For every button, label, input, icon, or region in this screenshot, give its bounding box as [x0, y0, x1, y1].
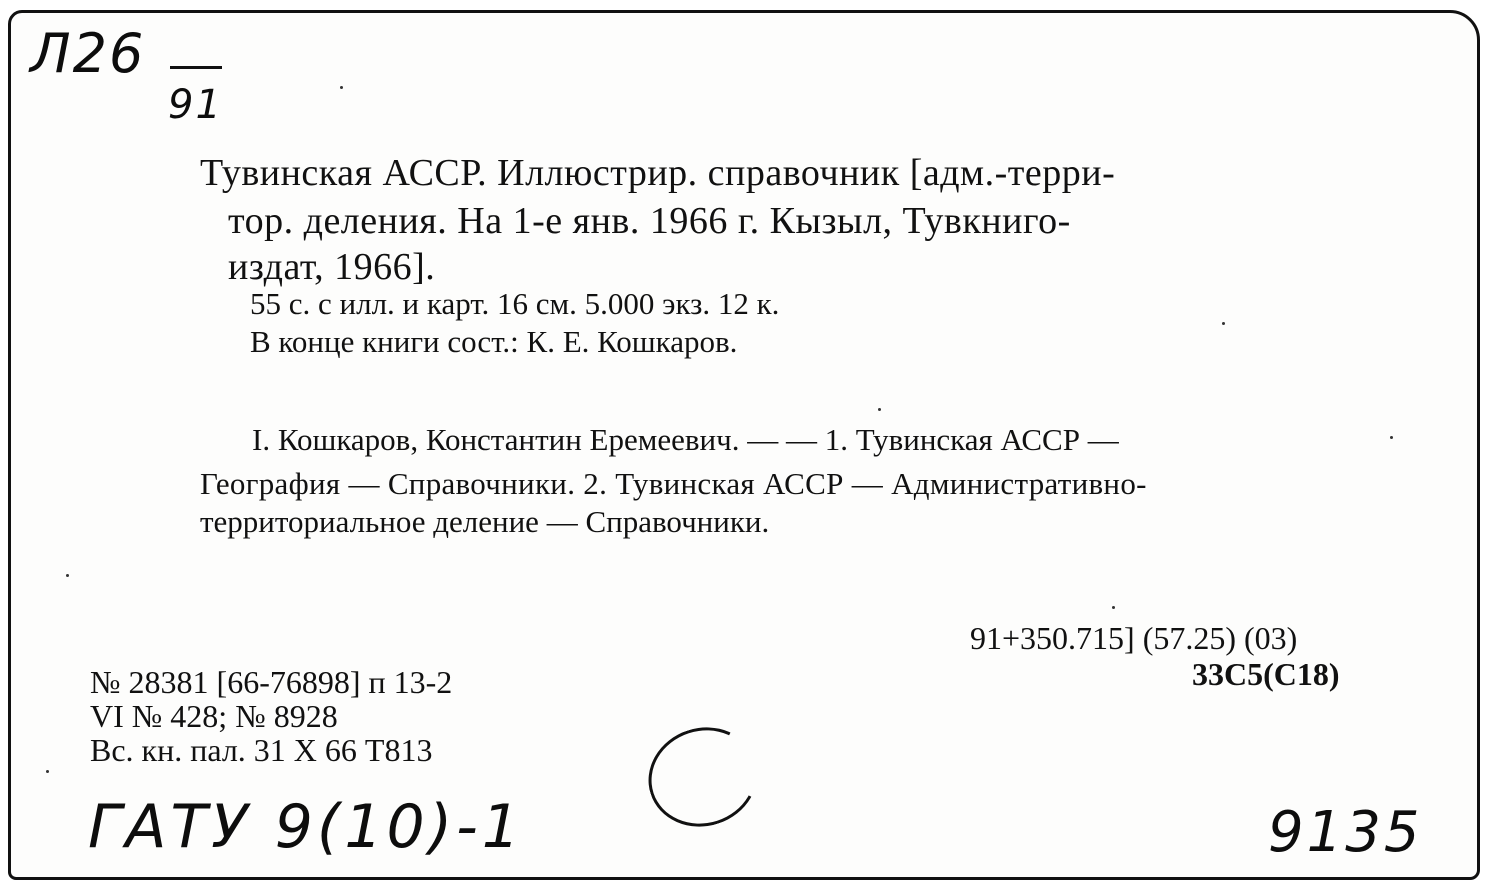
imprint-line-1: № 28381 [66-76898] п 13-2	[90, 664, 453, 700]
speck	[66, 574, 69, 577]
shelfmark-top: Л26	[30, 22, 146, 85]
collation-line: 55 с. с илл. и карт. 16 см. 5.000 экз. 12 к.	[250, 286, 780, 321]
entry-line-2: тор. деления. На 1-е янв. 1966 г. Кызыл, Тувкниго-	[228, 200, 1071, 242]
entry-line-3: издат, 1966].	[228, 246, 436, 288]
speck	[1112, 606, 1115, 609]
imprint-line-3: Вс. кн. пал. 31 Х 66 Т813	[90, 732, 433, 768]
speck	[1222, 322, 1225, 325]
compiler-note: В конце книги сост.: К. Е. Кошкаров.	[250, 324, 738, 359]
classification-index: 91+350.715] (57.25) (03)	[970, 620, 1298, 656]
imprint-line-2: VI № 428; № 8928	[90, 698, 338, 734]
speck	[878, 408, 881, 411]
tracing-line-3: территориальное деление — Справочники.	[200, 504, 770, 539]
entry-line-1: Тувинская АССР. Иллюстрир. справочник [адм.-терри-	[200, 152, 1116, 194]
shelfmark-bottom: 91	[168, 82, 223, 128]
speck	[46, 770, 49, 773]
speck	[340, 86, 343, 89]
speck	[1390, 436, 1393, 439]
handwritten-number-right: 9135	[1268, 800, 1423, 865]
tracing-line-1: I. Кошкаров, Константин Еремеевич. — — 1. Тувинская АССР —	[252, 422, 1119, 457]
shelfmark-rule	[170, 66, 222, 69]
handwritten-accession-left: ГАТУ 9(10)-1	[88, 792, 524, 862]
tracing-line-2: География — Справочники. 2. Тувинская АССР — Административно-	[200, 466, 1147, 501]
author-mark: 33С5(С18)	[1192, 656, 1340, 692]
